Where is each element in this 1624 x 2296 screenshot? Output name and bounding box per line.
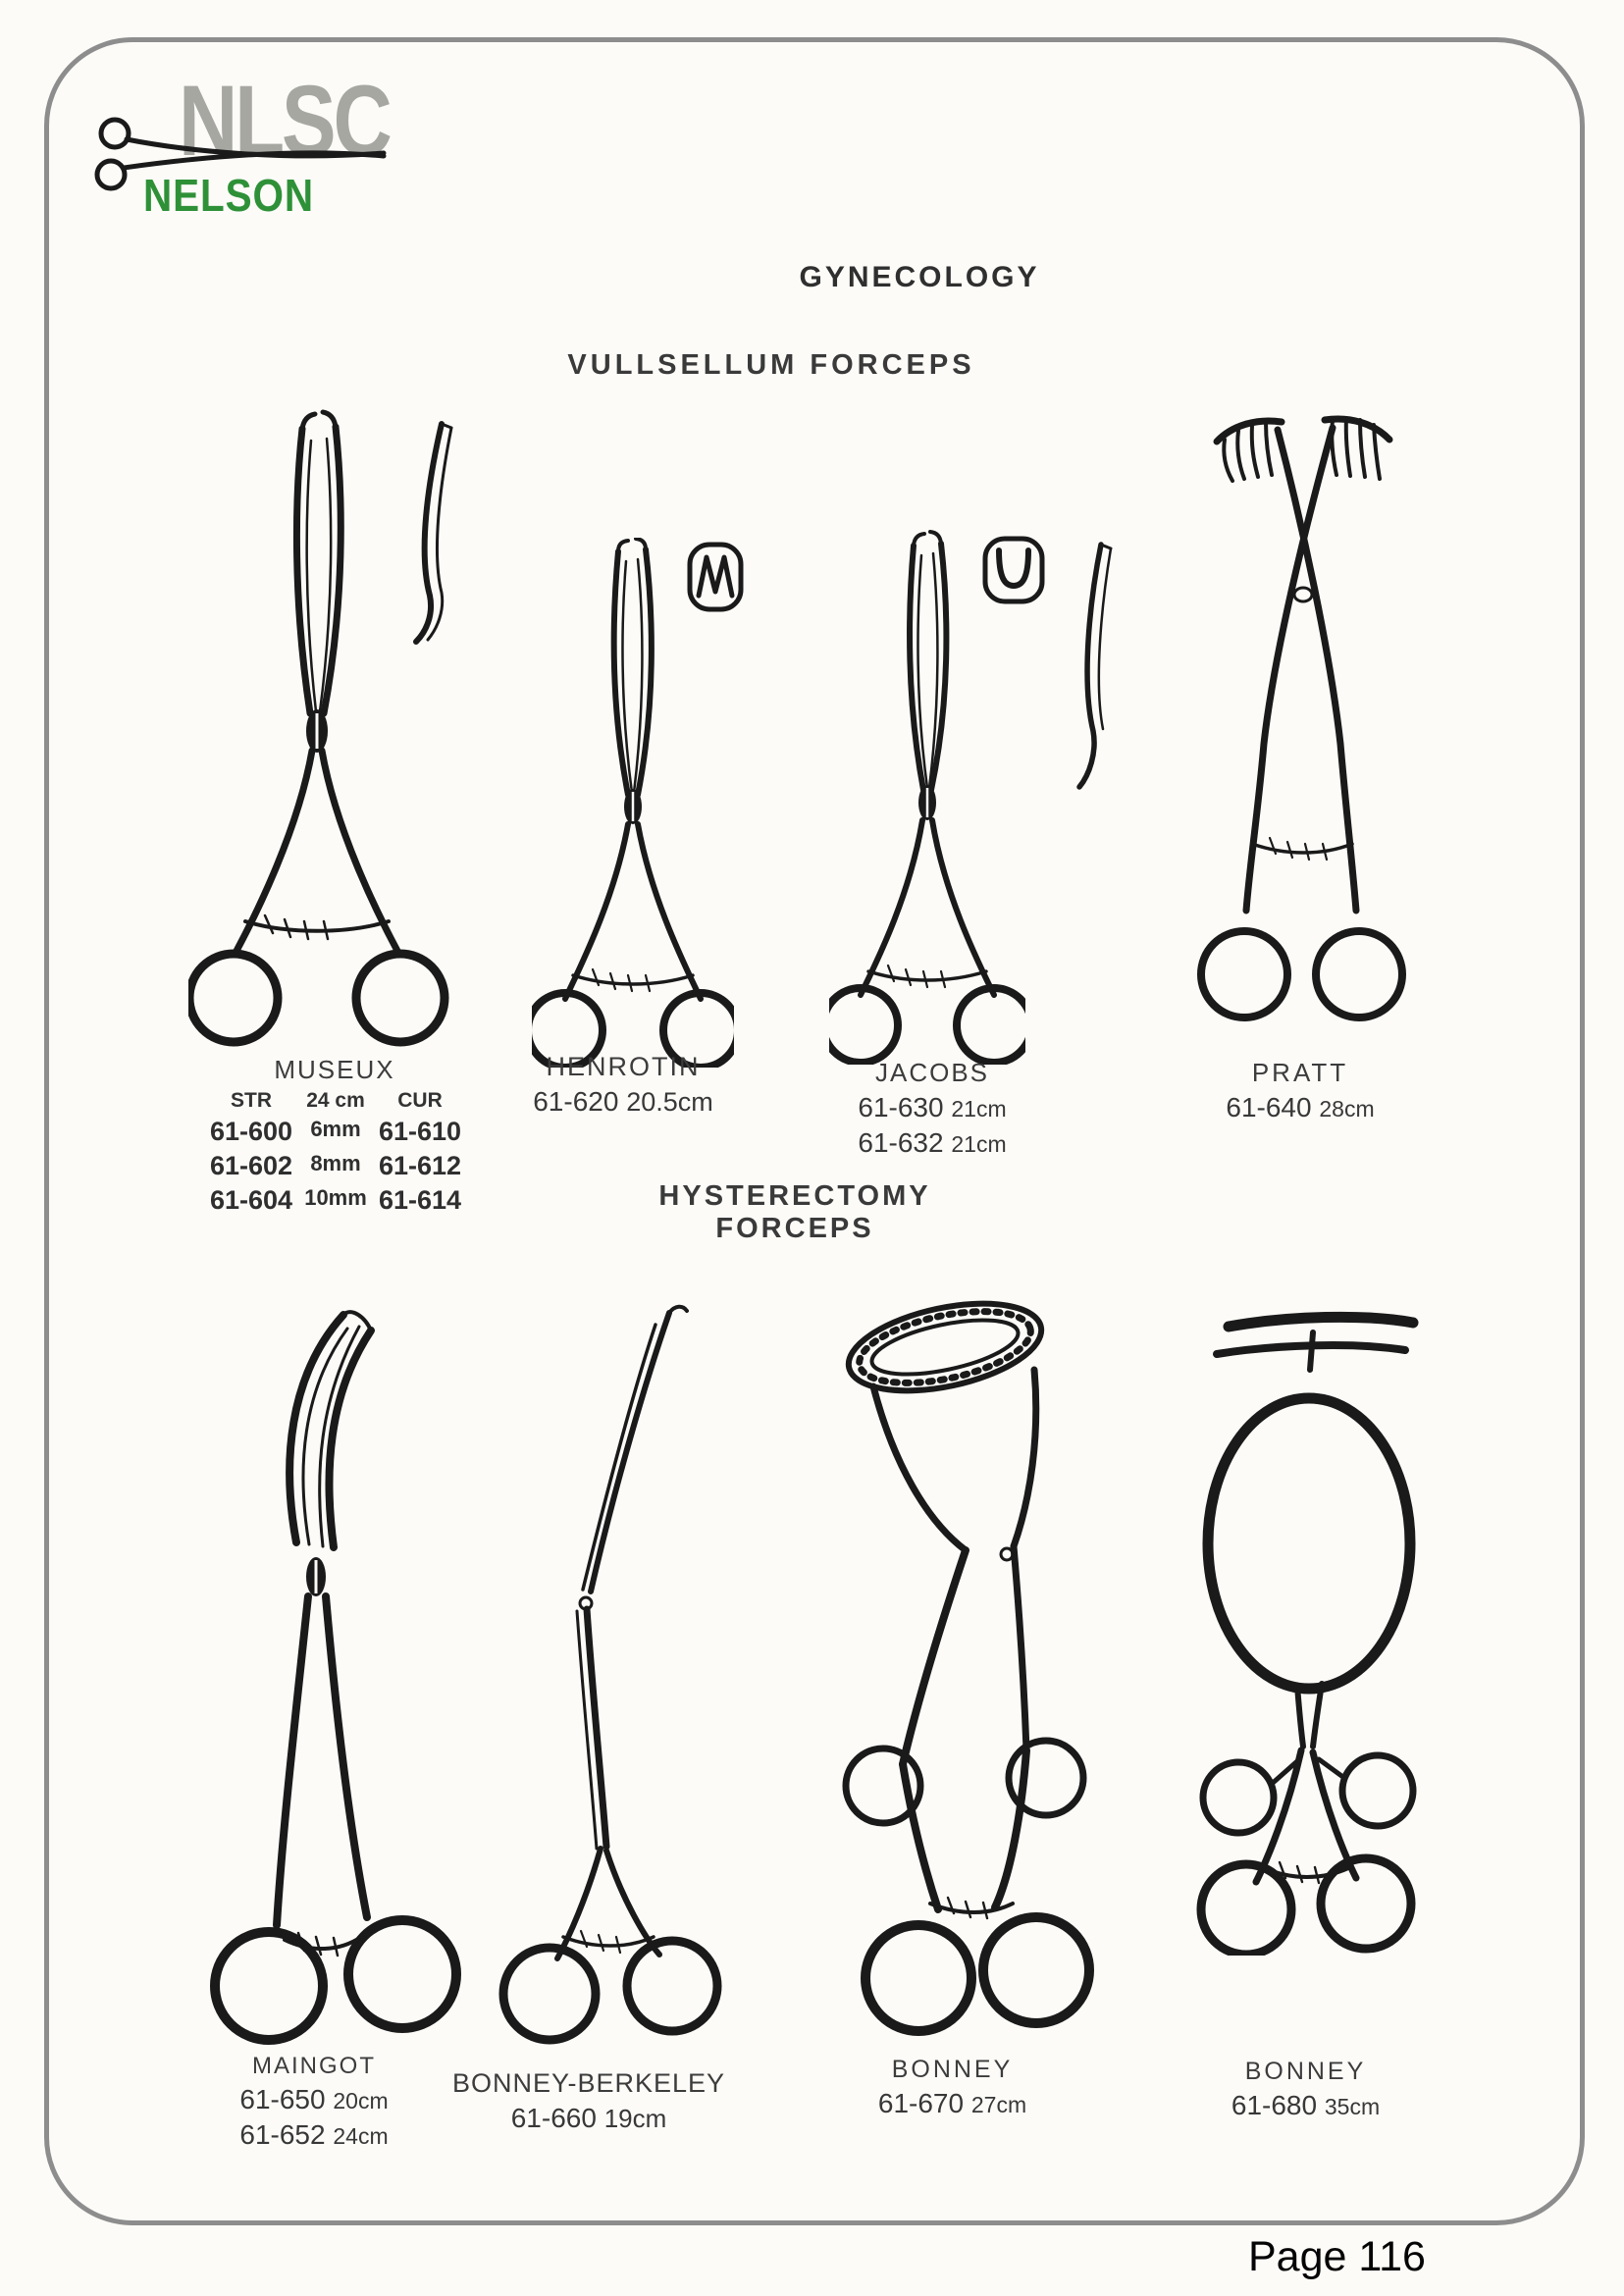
henrotin-tip-profile-icon — [685, 541, 746, 618]
jaw-size: 6mm — [310, 1117, 361, 1141]
product-henrotin — [510, 1052, 736, 1118]
museux-row — [206, 1185, 463, 1216]
product-line — [510, 1086, 736, 1118]
jaw-size: 8mm — [310, 1151, 361, 1175]
jaw-size: 10mm — [304, 1185, 367, 1210]
product-code: 61-620 — [533, 1086, 619, 1117]
product-name: BONNEY — [1244, 2058, 1367, 2085]
jacobs-tip-profile-icon — [981, 535, 1046, 610]
section-heading-vullsellum: VULLSELLUM FORCEPS — [567, 349, 975, 381]
section-heading-hysterectomy: HYSTERECTOMY FORCEPS — [658, 1180, 931, 1244]
product-code: 61-632 — [858, 1127, 944, 1158]
product-name: MAINGOT — [252, 2053, 376, 2079]
product-name: BONNEY — [891, 2056, 1014, 2083]
product-size: 20.5cm — [626, 1087, 713, 1117]
product-line — [211, 2084, 417, 2115]
product-line — [1207, 1092, 1393, 1123]
product-line — [829, 1092, 1035, 1123]
product-code: 61-680 — [1231, 2090, 1318, 2120]
product-line — [852, 2088, 1053, 2119]
product-line — [829, 1127, 1035, 1159]
product-code: 61-650 — [239, 2084, 326, 2114]
jacobs-side-tip-illustration — [1062, 535, 1119, 800]
col-straight: STR — [231, 1089, 272, 1112]
product-size: 19cm — [603, 2104, 667, 2133]
product-jacobs — [829, 1058, 1035, 1159]
bonney-680-forceps-illustration — [1170, 1293, 1449, 1960]
product-museux — [206, 1055, 463, 1216]
product-name: BONNEY-BERKELEY — [451, 2068, 726, 2098]
code-straight: 61-604 — [209, 1185, 293, 1215]
jacobs-forceps-illustration — [829, 530, 1025, 1070]
product-name: MUSEUX — [274, 1055, 395, 1084]
product-size: 21cm — [951, 1096, 1007, 1122]
code-curved: 61-614 — [378, 1185, 462, 1215]
product-size: 27cm — [970, 2092, 1027, 2117]
col-length: 24 cm — [306, 1089, 365, 1112]
product-bonney-680 — [1205, 2058, 1406, 2121]
product-name: PRATT — [1251, 1058, 1349, 1087]
code-straight: 61-602 — [209, 1151, 293, 1180]
bonney-berkeley-forceps-illustration — [491, 1297, 756, 2062]
product-bonney-berkeley — [432, 2068, 746, 2134]
product-name: HENROTIN — [546, 1052, 701, 1081]
maingot-forceps-illustration — [179, 1297, 468, 2062]
pratt-forceps-illustration — [1187, 400, 1418, 1068]
museux-side-tip-illustration — [391, 414, 461, 652]
code-curved: 61-610 — [378, 1117, 462, 1146]
brand-name: NELSON — [143, 170, 314, 221]
product-line — [1205, 2090, 1406, 2121]
product-code: 61-660 — [510, 2103, 597, 2133]
page-title: GYNECOLOGY — [799, 261, 1040, 293]
brand-logo-letters: NLSC — [179, 65, 390, 177]
museux-row — [206, 1151, 463, 1181]
product-code: 61-640 — [1226, 1092, 1312, 1122]
product-line — [211, 2119, 417, 2151]
product-code: 61-652 — [239, 2119, 326, 2150]
product-size: 21cm — [951, 1131, 1007, 1157]
col-curved: CUR — [397, 1089, 443, 1112]
museux-table-header — [206, 1089, 463, 1113]
product-name: JACOBS — [874, 1058, 990, 1087]
product-line — [432, 2103, 746, 2134]
code-straight: 61-600 — [209, 1117, 293, 1146]
product-size: 20cm — [333, 2088, 389, 2113]
product-size: 28cm — [1319, 1096, 1375, 1122]
product-code: 61-630 — [858, 1092, 944, 1122]
product-size: 24cm — [333, 2123, 389, 2149]
product-maingot — [211, 2053, 417, 2151]
product-size: 35cm — [1324, 2094, 1381, 2119]
bonney-670-forceps-illustration — [832, 1254, 1099, 2061]
museux-row — [206, 1117, 463, 1147]
product-bonney-670 — [852, 2056, 1053, 2119]
product-code: 61-670 — [877, 2088, 965, 2118]
product-pratt — [1207, 1058, 1393, 1123]
page-number: Page 116 — [1248, 2233, 1426, 2280]
code-curved: 61-612 — [378, 1151, 462, 1180]
